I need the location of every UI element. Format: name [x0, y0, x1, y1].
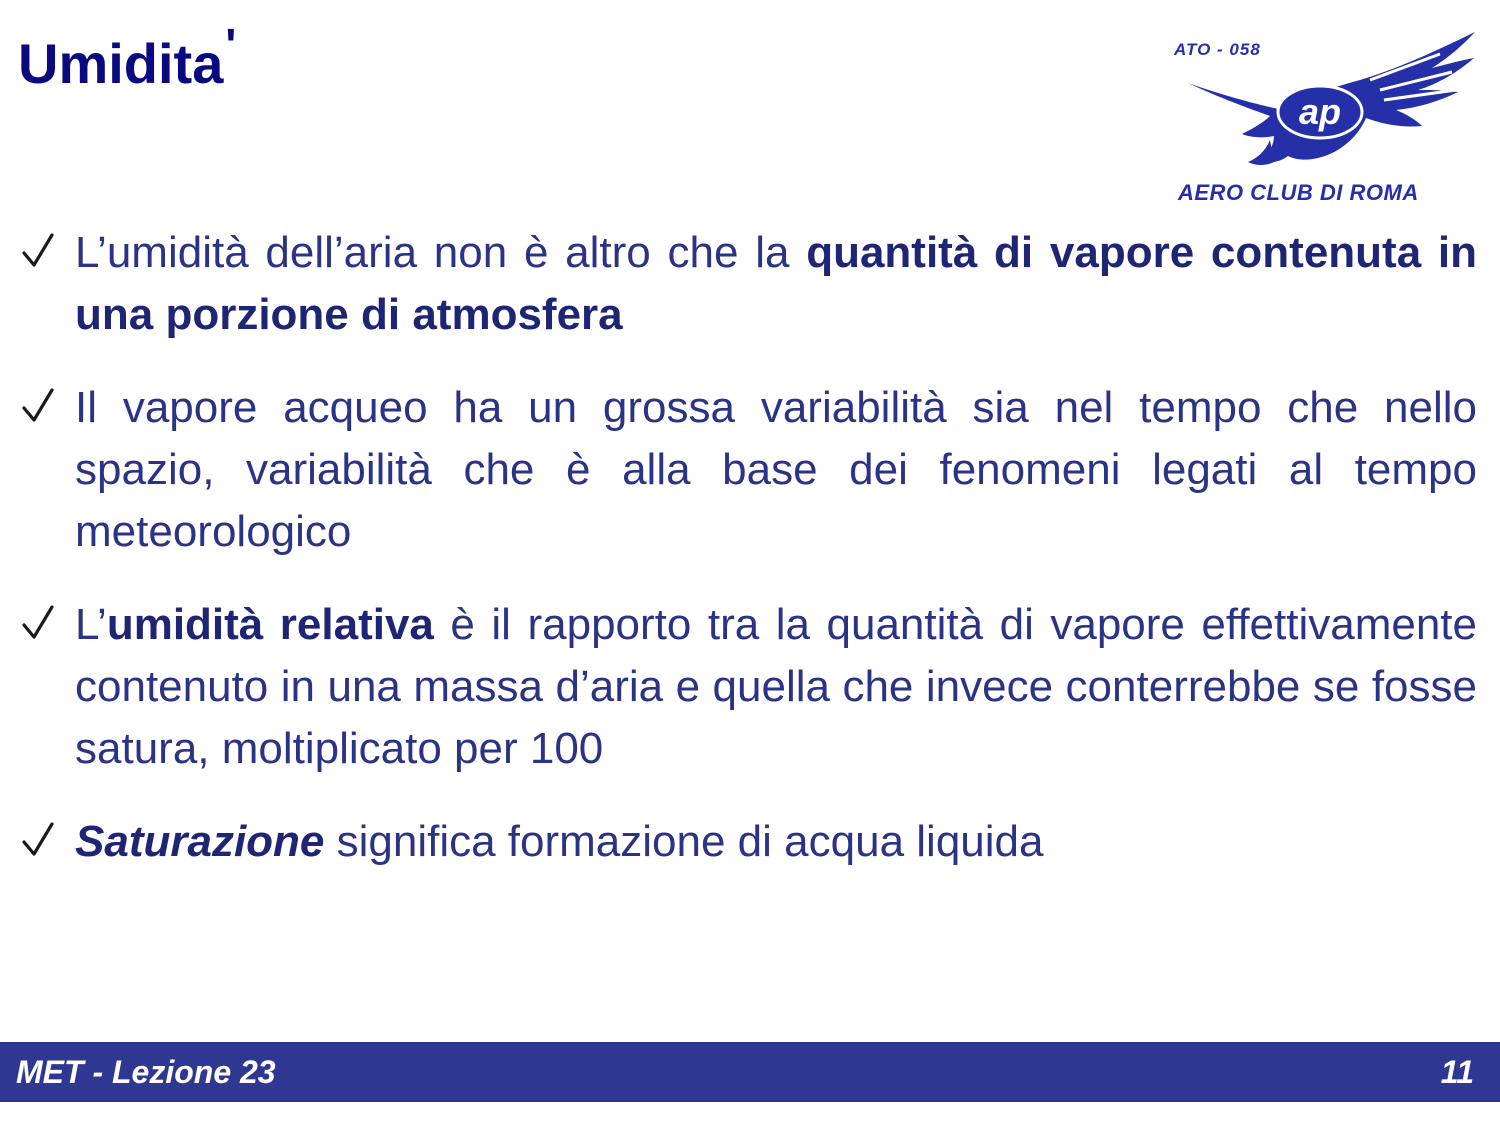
logo-bottom-text: AERO CLUB DI ROMA	[1178, 180, 1419, 205]
bullet-text-segment: L’umidità dell’aria non è altro che la	[75, 228, 807, 277]
footer-lesson: MET - Lezione 23	[16, 1054, 276, 1090]
bullet-text-segment: significa formazione di acqua liquida	[324, 817, 1044, 866]
bullet-text-segment: quantità di vapore contenuta in una porzione di atmosfera	[75, 228, 1478, 339]
bullet-item	[22, 377, 1477, 563]
slide-title-text: Umidita	[18, 32, 224, 95]
bullet-item	[22, 811, 1477, 873]
check-icon	[22, 381, 54, 421]
logo-monogram: ap	[1298, 91, 1342, 132]
bullet-item	[22, 222, 1477, 346]
footer-bar	[0, 1042, 1500, 1102]
check-icon	[22, 815, 54, 855]
check-icon	[22, 226, 54, 266]
aero-club-logo	[1170, 28, 1480, 208]
logo-top-text: ATO - 058	[1174, 40, 1261, 59]
bullet-text-segment: umidità relativa	[106, 600, 434, 649]
bullet-text-segment: Saturazione	[75, 817, 325, 866]
bullet-list	[22, 222, 1477, 904]
slide-title-mark: '	[225, 19, 237, 71]
bullet-text-segment: L’	[75, 600, 107, 649]
bullet-text-segment: Il vapore acqueo ha un grossa variabilità sia nel tempo che nello spazio, variabilità che è alla base dei fenomeni legati al tempo meteorologico	[75, 383, 1477, 556]
page-number: 11	[1440, 1054, 1474, 1090]
bullet-item	[22, 594, 1477, 780]
check-icon	[22, 598, 54, 638]
slide-title	[18, 19, 237, 95]
bullet-text-segment: è il rapporto tra la quantità di vapore effettivamente contenuto in una massa d’aria e quella che invece conterrebbe se fosse satura, moltiplicato per 100	[75, 600, 1477, 773]
